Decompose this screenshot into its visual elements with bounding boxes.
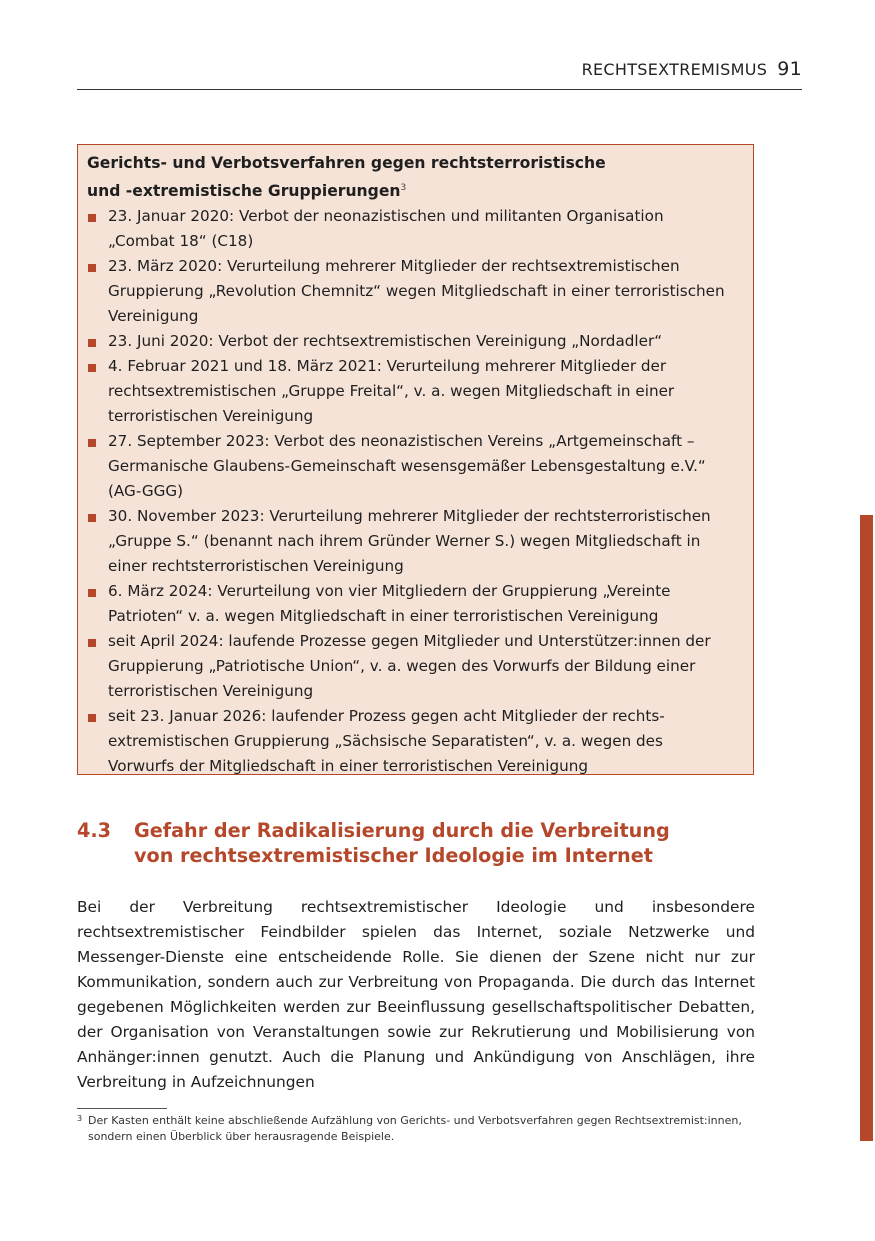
square-bullet-icon: [88, 364, 96, 372]
list-item-line: 23. Juni 2020: Verbot der rechtsextremistischen Vereinigung „Nordadler“: [108, 332, 663, 350]
list-item-line: rechtsextremistischen „Gruppe Freital“, v. a. wegen Mitgliedschaft in einer: [108, 382, 675, 400]
list-item-line: Vorwurfs der Mitgliedschaft in einer terroristischen Vereinigung: [108, 757, 588, 775]
list-item-line: Vereinigung: [108, 307, 199, 325]
header-rule: [77, 89, 802, 90]
list-item: [87, 504, 743, 579]
list-item-line: 23. Januar 2020: Verbot der neonazistischen und militanten Organisation: [108, 207, 664, 225]
list-item-line: einer rechtsterroristischen Vereinigung: [108, 557, 404, 575]
footnote-rule: [77, 1108, 167, 1109]
section-heading: [77, 818, 757, 868]
square-bullet-icon: [88, 714, 96, 722]
list-item: [87, 204, 743, 254]
info-box-title: [87, 151, 743, 204]
footnote-number: 3: [77, 1114, 83, 1123]
list-item: [87, 429, 743, 504]
section-title-line1: Gefahr der Radikalisierung durch die Verbreitung: [134, 819, 670, 842]
list-item-line: 27. September 2023: Verbot des neonazistischen Vereins „Artgemeinschaft –: [108, 432, 695, 450]
info-box-list: [87, 204, 743, 779]
section-number: 4.3: [77, 819, 111, 842]
list-item-line: terroristischen Vereinigung: [108, 407, 314, 425]
section-title: [134, 818, 757, 868]
list-item-line: Gruppierung „Revolution Chemnitz“ wegen Mitgliedschaft in einer terroristischen: [108, 282, 725, 300]
footnote-reference: 3: [400, 183, 407, 193]
chapter-side-marker: [860, 515, 873, 1141]
square-bullet-icon: [88, 639, 96, 647]
list-item-line: terroristischen Vereinigung: [108, 682, 314, 700]
list-item-line: seit April 2024: laufende Prozesse gegen Mitglieder und Unterstützer:innen der: [108, 632, 711, 650]
list-item-line: „Gruppe S.“ (benannt nach ihrem Gründer Werner S.) wegen Mitgliedschaft in: [108, 532, 701, 550]
running-title: RECHTSEXTREMISMUS: [581, 60, 768, 79]
list-item-line: 23. März 2020: Verurteilung mehrerer Mitglieder der rechtsextremistischen: [108, 257, 680, 275]
page-number: 91: [777, 58, 802, 80]
list-item-line: Germanische Glaubens-Gemeinschaft wesensgemäßer Lebensgestaltung e.V.“: [108, 457, 706, 475]
footnote-text: Der Kasten enthält keine abschließende Aufzählung von Gerichts- und Verbotsverfahren gegen Rechtsextremist:innen, sondern einen Überblick über herausragende Beispiele.: [88, 1114, 742, 1143]
list-item: [87, 329, 743, 354]
list-item-line: Patrioten“ v. a. wegen Mitgliedschaft in einer terroristischen Vereinigung: [108, 607, 659, 625]
list-item-line: 30. November 2023: Verurteilung mehrerer Mitglieder der rechtsterroristischen: [108, 507, 711, 525]
list-item-line: seit 23. Januar 2026: laufender Prozess gegen acht Mitglieder der rechts-: [108, 707, 665, 725]
list-item: [87, 254, 743, 329]
square-bullet-icon: [88, 514, 96, 522]
list-item-line: 4. Februar 2021 und 18. März 2021: Verurteilung mehrerer Mitglieder der: [108, 357, 667, 375]
square-bullet-icon: [88, 589, 96, 597]
body-paragraph: Bei der Verbreitung rechtsextremistischer Ideologie und insbesondere rechtsextremistischer Feindbilder spielen das Internet, soziale Netzwerke und Messenger-Dienste eine entscheidende Rolle. Sie dienen der Szene nicht nur zur Kommunikation, sondern auch zur Verbreitung von Propaganda. Die durch das Internet gegebenen Möglichkeiten werden zur Beeinflussung gesellschaftspolitischer Debatten, der Organisation von Veranstaltungen sowie zur Rekrutierung und Mobilisierung von Anhänger:innen genutzt. Auch die Planung und Ankündigung von Anschlägen, ihre Verbreitung in Aufzeichnungen: [77, 898, 755, 1091]
list-item-line: 6. März 2024: Verurteilung von vier Mitgliedern der Gruppierung „Vereinte: [108, 582, 671, 600]
square-bullet-icon: [88, 264, 96, 272]
square-bullet-icon: [88, 339, 96, 347]
list-item-line: Gruppierung „Patriotische Union“, v. a. wegen des Vorwurfs der Bildung einer: [108, 657, 696, 675]
list-item: [87, 629, 743, 704]
info-box-title-line2: und -extremistische Gruppierungen: [87, 182, 401, 200]
list-item: [87, 704, 743, 779]
list-item: [87, 354, 743, 429]
info-box-title-line1: Gerichts- und Verbotsverfahren gegen rechtsterroristische: [87, 154, 606, 172]
list-item-line: extremistischen Gruppierung „Sächsische Separatisten“, v. a. wegen des: [108, 732, 663, 750]
list-item: [87, 579, 743, 629]
footnote: [77, 1113, 757, 1145]
list-item-line: „Combat 18“ (C18): [108, 232, 254, 250]
section-title-line2: von rechtsextremistischer Ideologie im Internet: [134, 844, 653, 867]
square-bullet-icon: [88, 214, 96, 222]
info-box: [77, 144, 754, 775]
running-header: [582, 58, 802, 80]
list-item-line: (AG-GGG): [108, 482, 184, 500]
square-bullet-icon: [88, 439, 96, 447]
